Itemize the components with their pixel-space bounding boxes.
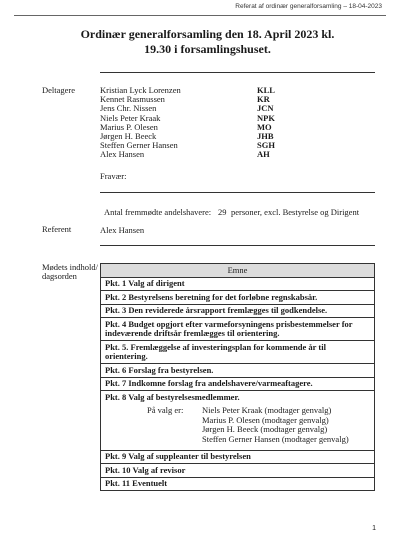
- document-title: Ordinær generalforsamling den 18. April 2023 kl. 19.30 i forsamlingshuset.: [80, 27, 335, 56]
- participant-name: Jørgen H. Beeck: [100, 131, 157, 142]
- running-header: Referat af ordinær generalforsamling – 18-04-2023: [235, 3, 382, 10]
- agenda-item: Pkt. 4 Budget opgjort efter varmeforsyningens prisbestemmelser for indeværende driftsår fremlægges til orientering.: [101, 318, 375, 341]
- agenda-item: Pkt. 11 Eventuelt: [101, 477, 375, 491]
- candidates-label: På valg er:: [147, 405, 184, 415]
- agenda-table: [100, 263, 375, 491]
- referent-label: Referent: [42, 224, 72, 234]
- participant-initial: SGH: [257, 140, 275, 151]
- page-number: 1: [372, 525, 376, 532]
- participant-name: Steffen Gerner Hansen: [100, 140, 178, 151]
- candidates-block: [105, 402, 370, 448]
- participant-name: Alex Hansen: [100, 149, 145, 160]
- agenda-item: Pkt. 10 Valg af revisor: [101, 464, 375, 478]
- participant-name: Niels Peter Kraak: [100, 112, 161, 123]
- participant-initial: JCN: [257, 103, 274, 114]
- agenda-label-line: Mødets indhold/: [42, 262, 98, 272]
- agenda-item: Pkt. 9 Valg af suppleanter til bestyrelsen: [101, 450, 375, 464]
- candidate: Marius P. Olesen (modtager genvalg): [202, 414, 329, 425]
- agenda-item: Pkt. 3 Den reviderede årsrapport fremlægges til godkendelse.: [101, 304, 375, 318]
- attendance-count: 29: [218, 207, 227, 217]
- participant-name: Jens Chr. Nissen: [100, 103, 157, 114]
- candidate: Jørgen H. Beeck (modtager genvalg): [202, 424, 328, 434]
- title-divider: [100, 72, 375, 73]
- agenda-item: Pkt. 5. Fremlæggelse af investeringsplan for kommende år til orientering.: [101, 341, 375, 364]
- referent-divider: [100, 245, 375, 246]
- agenda-item-with-candidates: [101, 391, 375, 451]
- agenda-column-header: Emne: [101, 264, 375, 278]
- agenda-label-line: dagsorden: [42, 271, 77, 281]
- agenda-item: Pkt. 6 Forslag fra bestyrelsen.: [101, 364, 375, 378]
- participant-initial: JHB: [257, 131, 274, 142]
- participant-initial: MO: [257, 121, 272, 132]
- participants-divider: [100, 192, 375, 193]
- participant-initial: KR: [257, 94, 270, 105]
- participant-name: Kennet Rasmussen: [100, 94, 165, 105]
- attendance-label: Antal fremmødte andelshavere:: [104, 207, 212, 217]
- agenda-item: Pkt. 7 Indkomne forslag fra andelshavere/varmeaftagere.: [101, 377, 375, 391]
- participant-initials: [257, 86, 275, 160]
- participant-names: [100, 86, 181, 160]
- referent-name: Alex Hansen: [100, 225, 145, 235]
- participant-initial: AH: [257, 149, 270, 160]
- participant-initial: KLL: [257, 85, 275, 95]
- candidate: Niels Peter Kraak (modtager genvalg): [202, 405, 332, 415]
- participant-name: Kristian Lyck Lorenzen: [100, 85, 181, 95]
- agenda-item: Pkt. 2 Bestyrelsens beretning for det forløbne regnskabsår.: [101, 291, 375, 305]
- absent-label: Fravær:: [100, 171, 127, 181]
- participant-name: Marius P. Olesen: [100, 121, 158, 132]
- agenda-item: Pkt. 8 Valg af bestyrelsesmedlemmer.: [105, 391, 240, 402]
- participants-label: Deltagere: [42, 85, 76, 95]
- candidates-list: [202, 406, 349, 444]
- agenda-label: [42, 263, 98, 281]
- participant-initial: NPK: [257, 112, 275, 123]
- candidate: Steffen Gerner Hansen (modtager genvalg): [202, 433, 349, 444]
- header-divider: [14, 15, 386, 16]
- agenda-item: Pkt. 1 Valg af dirigent: [101, 277, 375, 291]
- attendance-note: personer, excl. Bestyrelse og Dirigent: [231, 207, 360, 217]
